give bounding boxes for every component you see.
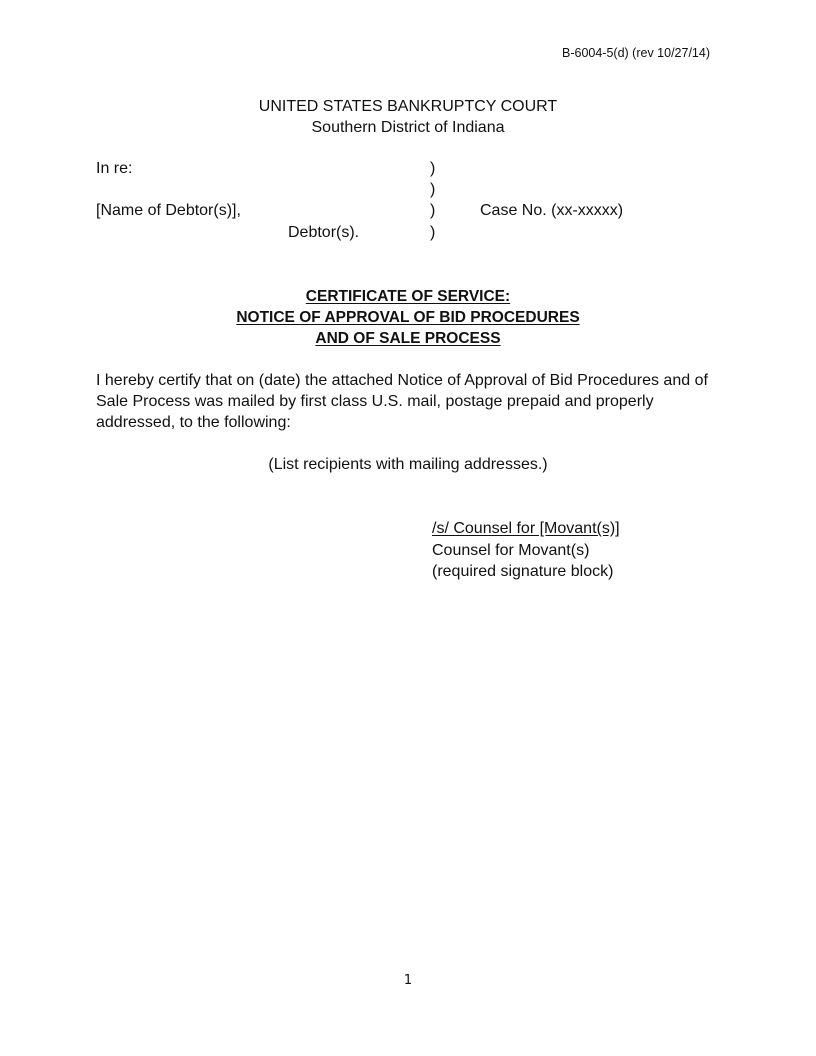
- signature-line: /s/ Counsel for [Movant(s)]: [432, 520, 620, 537]
- court-name: UNITED STATES BANKRUPTCY COURT: [258, 98, 558, 115]
- signature-note: (required signature block): [432, 563, 614, 580]
- document-title: [0, 286, 816, 349]
- form-number: B-6004-5(d) (rev 10/27/14): [562, 46, 710, 60]
- debtor-label: Debtor(s).: [288, 224, 360, 241]
- court-header: [0, 96, 816, 138]
- certification-paragraph: I hereby certify that on (date) the attached Notice of Approval of Bid Procedures and of Sale Process was mailed by first class U.S. mail, postage prepaid and properly addressed, to the following:: [96, 372, 708, 431]
- signature-title: Counsel for Movant(s): [432, 542, 590, 559]
- caption-paren: ): [430, 181, 436, 198]
- recipients-placeholder: (List recipients with mailing addresses.): [268, 456, 548, 473]
- caption-paren: ): [430, 224, 436, 241]
- title-line-3: AND OF SALE PROCESS: [315, 330, 501, 347]
- page-number: 1: [403, 973, 413, 988]
- in-re-label: In re:: [96, 160, 133, 177]
- title-line-1: CERTIFICATE OF SERVICE:: [305, 288, 511, 305]
- court-district: Southern District of Indiana: [311, 119, 505, 136]
- title-line-2: NOTICE OF APPROVAL OF BID PROCEDURES: [236, 309, 580, 326]
- case-number: Case No. (xx-xxxxx): [480, 202, 624, 219]
- debtor-name: [Name of Debtor(s)],: [96, 202, 241, 219]
- caption-paren: ): [430, 202, 436, 219]
- caption-paren: ): [430, 160, 436, 177]
